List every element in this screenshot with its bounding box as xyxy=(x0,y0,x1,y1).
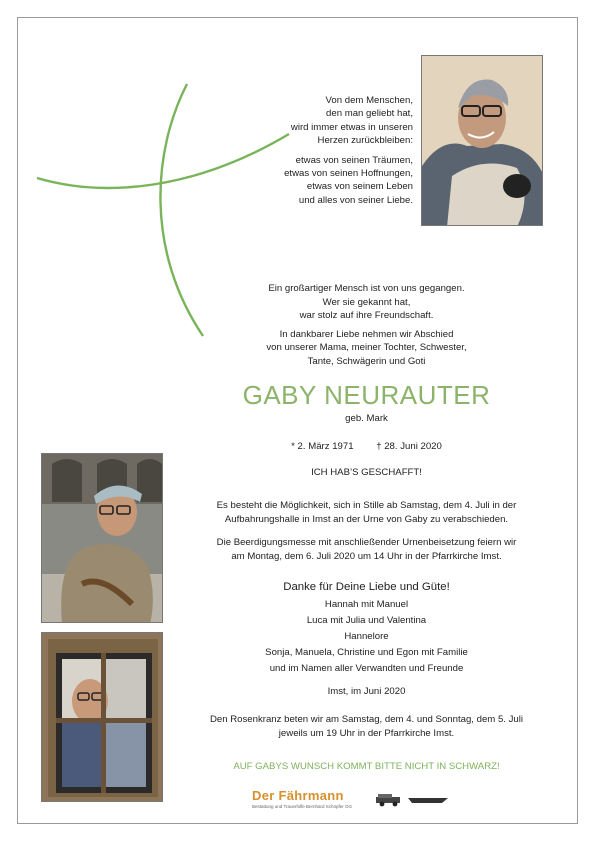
name-block xyxy=(194,380,539,453)
hearse-icon xyxy=(374,792,404,808)
farewell-line: Es besteht die Möglichkeit, sich in Stille ab Samstag, dem 4. Juli in der xyxy=(216,500,517,511)
funeral-home-logo xyxy=(252,786,512,814)
thanks-line: Danke für Deine Liebe und Güte! xyxy=(283,581,450,593)
intro-line: Ein großartiger Mensch ist von uns gegangen. xyxy=(268,283,465,294)
funeral-line: Die Beerdigungsmesse mit anschließender Urnenbeisetzung feiern wir xyxy=(216,537,517,548)
portrait-photo-top xyxy=(421,55,543,226)
funeral-line: am Montag, dem 6. Juli 2020 um 14 Uhr in der Pfarrkirche Imst. xyxy=(231,550,502,562)
poem-line: etwas von seinen Träumen, xyxy=(295,154,413,166)
intro-line: In dankbarer Liebe nehmen wir Abschied xyxy=(279,328,454,340)
poem-line: den man geliebt hat, xyxy=(326,108,413,120)
place-date: Imst, im Juni 2020 xyxy=(327,686,406,697)
rosary-line: Den Rosenkranz beten wir am Samstag, dem 4. und Sonntag, dem 5. Juli xyxy=(209,714,524,725)
mourners-block xyxy=(194,581,539,677)
motto: ICH HAB’S GESCHAFFT! xyxy=(311,467,422,478)
boat-icon xyxy=(408,796,448,804)
farewell-line: Aufbahrungshalle in Imst an der Urne von Gaby zu verabschieden. xyxy=(224,513,509,525)
intro-line: von unserer Mama, meiner Tochter, Schwester, xyxy=(266,342,467,353)
life-dates xyxy=(194,440,539,454)
funeral-text xyxy=(194,536,539,563)
poem-line: wird immer etwas in unseren xyxy=(290,121,413,133)
logo-name: Der Fährmann xyxy=(252,788,344,803)
intro-line: war stolz auf ihre Freundschaft. xyxy=(299,310,434,321)
death-date: † 28. Juni 2020 xyxy=(376,440,442,452)
logo-subtitle: Bestattung und Trauerhilfe Bernhard Schöpfer OG xyxy=(252,804,353,809)
poem-line: und alles von seiner Liebe. xyxy=(298,194,413,206)
farewell-text xyxy=(194,499,539,526)
poem-line: Von dem Menschen, xyxy=(325,95,413,106)
deceased-name: GABY NEURAUTER xyxy=(242,380,491,410)
mourner-line: Hannah mit Manuel xyxy=(324,598,409,610)
rosary-text xyxy=(194,713,539,740)
poem xyxy=(173,94,413,213)
rosary-line: jeweils um 19 Uhr in der Pfarrkirche Imst. xyxy=(278,727,455,739)
mourner-line: und im Namen aller Verwandten und Freunde xyxy=(269,662,464,674)
birth-name: geb. Mark xyxy=(345,413,388,424)
birth-date: * 2. März 1971 xyxy=(291,440,354,452)
portrait-photo-bottom xyxy=(41,632,163,802)
dress-note xyxy=(194,760,539,774)
mourner-line: Hannelore xyxy=(344,630,389,642)
poem-line: Herzen zurückbleiben: xyxy=(317,135,413,147)
intro-line: Tante, Schwägerin und Goti xyxy=(307,355,426,367)
poem-line: etwas von seinen Hoffnungen, xyxy=(284,168,413,180)
dress-note-text: AUF GABYS WUNSCH KOMMT BITTE NICHT IN SCHWARZ! xyxy=(233,761,500,772)
place-date-block xyxy=(194,685,539,699)
mourner-line: Luca mit Julia und Valentina xyxy=(306,614,427,626)
intro-line: Wer sie gekannt hat, xyxy=(322,296,411,308)
poem-line: etwas von seinem Leben xyxy=(306,181,413,193)
intro-text xyxy=(194,282,539,368)
mourner-line: Sonja, Manuela, Christine und Egon mit Familie xyxy=(265,646,468,658)
motto-block xyxy=(194,466,539,480)
portrait-photo-middle xyxy=(41,453,163,623)
